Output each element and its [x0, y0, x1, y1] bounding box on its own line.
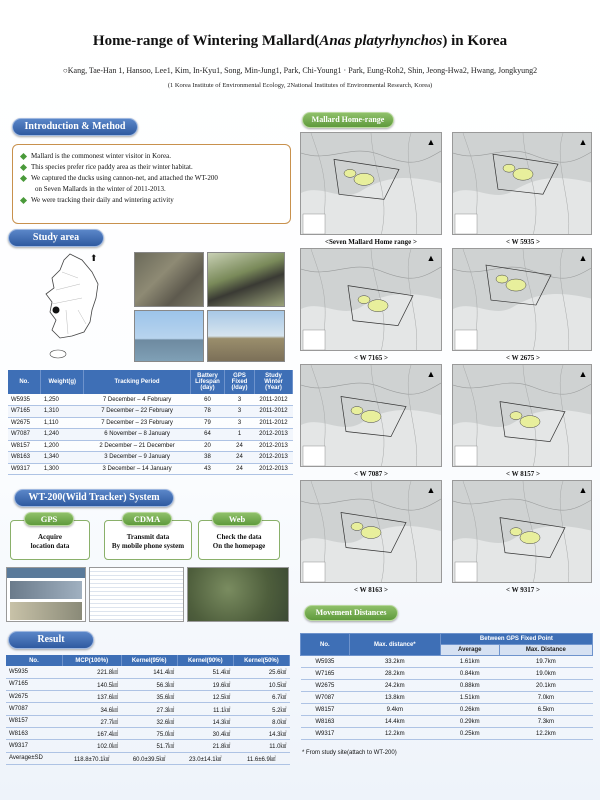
table-row — [8, 429, 293, 441]
table-cell: 3 December – 9 January — [84, 452, 191, 464]
intro-item: We captured the ducks using cannon-net, and attached the WT-200 — [21, 173, 282, 184]
table-cell: W2675 — [8, 417, 41, 429]
table-cell: 0.84km — [440, 668, 499, 680]
table-cell: 79 — [191, 417, 225, 429]
table-row — [6, 703, 290, 715]
study-site-marker — [53, 307, 60, 314]
home-range-map — [300, 132, 442, 235]
table-cell: 7 December – 4 February — [84, 394, 191, 406]
table-cell: 2011-2012 — [255, 406, 293, 418]
col-header: MCP(100%) — [62, 655, 121, 666]
data-table-screenshot — [89, 567, 184, 622]
table-cell: 35.6㎢ — [121, 691, 177, 703]
table-row — [301, 692, 593, 704]
web-label: Web — [212, 512, 262, 526]
table-cell: 20.1km — [499, 680, 592, 692]
map-caption: < W 8157 > — [506, 470, 540, 478]
web-box: Check the data On the homepage — [198, 520, 280, 560]
diamond-bullet-icon — [20, 175, 27, 182]
col-header: Max. Distance — [499, 645, 592, 656]
table-cell: 14.3㎢ — [177, 715, 233, 727]
col-header: Study Winter (Year) — [255, 370, 293, 394]
table-row — [6, 678, 290, 690]
map-caption: < W 9317 > — [506, 586, 540, 594]
table-cell: 1,240 — [41, 429, 84, 441]
table-cell: W7165 — [6, 678, 62, 690]
table-cell: 7.3km — [499, 716, 592, 728]
col-header: Max. distance* — [349, 634, 440, 656]
table-cell: 20 — [191, 440, 225, 452]
table-cell: 167.4㎢ — [62, 727, 121, 739]
map-caption: < W 7165 > — [354, 354, 388, 362]
table-row — [301, 680, 593, 692]
table-cell: 34.6㎢ — [62, 703, 121, 715]
table-cell: 0.25km — [440, 728, 499, 740]
movement-table — [300, 633, 593, 740]
table-cell: 28.2km — [349, 668, 440, 680]
table-cell: W8157 — [301, 704, 350, 716]
col-header: No. — [8, 370, 41, 394]
cdma-label: CDMA — [122, 512, 172, 526]
col-header: Weight(g) — [41, 370, 84, 394]
table-row — [6, 691, 290, 703]
home-range-map — [300, 364, 442, 467]
table-cell: W9317 — [301, 728, 350, 740]
table-row — [6, 727, 290, 739]
table-cell: W5935 — [301, 656, 350, 668]
table-cell: 11.0㎢ — [233, 740, 289, 752]
intro-method-heading: Introduction & Method — [12, 118, 138, 136]
table-cell: W5935 — [6, 666, 62, 678]
table-cell: 24 — [225, 463, 255, 475]
study-area-heading: Study area — [8, 229, 104, 247]
svg-text:▲: ▲ — [426, 253, 436, 263]
gps-box: Acquire location data — [10, 520, 90, 560]
table-cell: W7165 — [301, 668, 350, 680]
movement-heading: Movement Distances — [304, 605, 398, 621]
col-header: Tracking Period — [84, 370, 191, 394]
photo-field — [207, 310, 285, 362]
table-row — [301, 668, 593, 680]
table-cell: 11.1㎢ — [177, 703, 233, 715]
table-cell: 64 — [191, 429, 225, 441]
table-cell: W5935 — [8, 394, 41, 406]
table-cell: 23.0±14.1㎢ — [177, 752, 233, 764]
svg-text:▲: ▲ — [578, 369, 588, 379]
table-cell: 13.8km — [349, 692, 440, 704]
tracking-table — [8, 370, 293, 475]
home-range-map — [452, 248, 592, 351]
home-range-map — [452, 364, 592, 467]
table-cell: W9317 — [8, 463, 41, 475]
table-row — [301, 704, 593, 716]
table-row — [8, 440, 293, 452]
author-list: ○Kang, Tae-Han 1, Hansoo, Lee1, Kim, In-Kyu1, Song, Min-Jung1, Park, Chi-Young1 · Park, Eung-Roh2, Shin, Jeong-Hwa2, Hwang, Jongkyung2 — [62, 66, 538, 75]
result-heading: Result — [8, 631, 94, 649]
table-cell: W7087 — [301, 692, 350, 704]
intro-item: We were tracking their daily and wintering activity — [21, 195, 282, 206]
table-cell: 78 — [191, 406, 225, 418]
system-heading: WT-200(Wild Tracker) System — [14, 489, 174, 507]
table-cell: 27.7㎢ — [62, 715, 121, 727]
table-cell: 12.2km — [499, 728, 592, 740]
table-cell: 1.51km — [440, 692, 499, 704]
table-cell: 1,300 — [41, 463, 84, 475]
table-cell: W8163 — [6, 727, 62, 739]
table-cell: 2 December – 21 December — [84, 440, 191, 452]
col-header: GPS Fixed (/day) — [225, 370, 255, 394]
satellite-screenshot — [187, 567, 289, 622]
table-cell: 9.4km — [349, 704, 440, 716]
table-cell: 25.6㎢ — [233, 666, 289, 678]
svg-text:▲: ▲ — [578, 485, 588, 495]
table-cell: 102.0㎢ — [62, 740, 121, 752]
table-row — [6, 666, 290, 678]
home-range-map — [452, 480, 592, 583]
north-arrow-icon: ⬆ — [90, 253, 98, 263]
map-caption: < W 7087 > — [354, 470, 388, 478]
table-cell: 3 — [225, 394, 255, 406]
table-cell: 6.7㎢ — [233, 691, 289, 703]
table-cell: 1,340 — [41, 452, 84, 464]
table-cell: 141.4㎢ — [121, 666, 177, 678]
table-cell: 3 — [225, 406, 255, 418]
col-header-group: Between GPS Fixed Point — [440, 634, 592, 645]
col-header: No. — [301, 634, 350, 656]
table-cell: 3 December – 14 January — [84, 463, 191, 475]
table-row — [8, 406, 293, 418]
table-row — [6, 715, 290, 727]
table-cell: 2012-2013 — [255, 429, 293, 441]
table-cell: W2675 — [301, 680, 350, 692]
map-caption: < W 2675 > — [506, 354, 540, 362]
col-header: Kernel(95%) — [121, 655, 177, 666]
table-cell: 3 — [225, 417, 255, 429]
table-cell: 7.0km — [499, 692, 592, 704]
table-cell: 21.8㎢ — [177, 740, 233, 752]
home-range-map — [300, 480, 442, 583]
table-cell: 60 — [191, 394, 225, 406]
intro-item: This species prefer rice paddy area as their winter habitat. — [21, 162, 282, 173]
table-cell: 75.0㎢ — [121, 727, 177, 739]
table-row — [301, 656, 593, 668]
table-cell: W7165 — [8, 406, 41, 418]
home-range-heading: Mallard Home-range — [302, 112, 394, 128]
table-cell: 7 December – 22 February — [84, 406, 191, 418]
table-cell: 6.5km — [499, 704, 592, 716]
table-cell: 0.26km — [440, 704, 499, 716]
table-cell: 32.6㎢ — [121, 715, 177, 727]
table-cell: 10.5㎢ — [233, 678, 289, 690]
table-cell: 24 — [225, 440, 255, 452]
affiliation-line: (1 Korea Institute of Environmental Ecology, 2National Institutes of Environmental Research, Korea) — [167, 82, 433, 89]
col-header: Battery Lifespan (day) — [191, 370, 225, 394]
table-cell: 0.29km — [440, 716, 499, 728]
photo-lake — [134, 310, 204, 362]
intro-box — [12, 144, 291, 224]
cdma-box: Transmit data By mobile phone system — [104, 520, 192, 560]
table-cell: 51.4㎢ — [177, 666, 233, 678]
table-cell: 7 December – 23 February — [84, 417, 191, 429]
svg-text:▲: ▲ — [578, 137, 588, 147]
table-cell: 2012-2013 — [255, 440, 293, 452]
diamond-bullet-icon — [20, 164, 27, 171]
table-cell: 43 — [191, 463, 225, 475]
table-cell: W7087 — [6, 703, 62, 715]
table-cell: 30.4㎢ — [177, 727, 233, 739]
col-header: Average — [440, 645, 499, 656]
home-range-map — [452, 132, 592, 235]
table-cell: W2675 — [6, 691, 62, 703]
svg-text:▲: ▲ — [426, 485, 436, 495]
table-row — [8, 463, 293, 475]
map-caption: < W 8163 > — [354, 586, 388, 594]
table-cell: 1.61km — [440, 656, 499, 668]
table-cell: 2012-2013 — [255, 452, 293, 464]
table-cell: 12.2km — [349, 728, 440, 740]
table-cell: 1,250 — [41, 394, 84, 406]
table-cell: 2011-2012 — [255, 394, 293, 406]
map-caption: < W 5935 > — [506, 238, 540, 246]
homepage-screenshot — [6, 567, 86, 622]
gps-label: GPS — [24, 512, 74, 526]
table-cell: 1,200 — [41, 440, 84, 452]
table-cell: 60.0±39.5㎢ — [121, 752, 177, 764]
diamond-bullet-icon — [20, 153, 27, 160]
table-cell: 51.7㎢ — [121, 740, 177, 752]
table-cell: Average±SD — [6, 752, 62, 764]
korea-map — [22, 250, 122, 360]
svg-text:▲: ▲ — [426, 137, 436, 147]
photo-capture — [134, 252, 204, 307]
intro-item: Mallard is the commonest winter visitor in Korea. — [21, 151, 282, 162]
table-cell: 8.0㎢ — [233, 715, 289, 727]
table-cell: W9317 — [6, 740, 62, 752]
table-cell: 14.4km — [349, 716, 440, 728]
diamond-bullet-icon — [20, 197, 27, 204]
poster-title: Home-range of Wintering Mallard(Anas platyrhynchos) in Korea — [92, 33, 508, 49]
table-cell: 118.8±70.1㎢ — [62, 752, 121, 764]
table-cell: 11.6±6.9㎢ — [233, 752, 289, 764]
map-caption: <Seven Mallard Home range > — [325, 238, 417, 246]
col-header: Kernel(50%) — [233, 655, 289, 666]
table-row — [8, 394, 293, 406]
table-row — [8, 417, 293, 429]
table-cell: W8163 — [8, 452, 41, 464]
table-cell: 27.3㎢ — [121, 703, 177, 715]
col-header: Kernel(90%) — [177, 655, 233, 666]
table-cell: 0.88km — [440, 680, 499, 692]
table-row — [301, 728, 593, 740]
table-cell: 1,310 — [41, 406, 84, 418]
table-cell: 33.2km — [349, 656, 440, 668]
table-cell: 24.2km — [349, 680, 440, 692]
table-cell: W8157 — [6, 715, 62, 727]
table-row — [301, 716, 593, 728]
table-row — [6, 752, 290, 764]
svg-text:▲: ▲ — [426, 369, 436, 379]
table-cell: W7087 — [8, 429, 41, 441]
table-cell: 1 — [225, 429, 255, 441]
table-cell: 1,110 — [41, 417, 84, 429]
photo-attach — [207, 252, 285, 307]
table-row — [8, 452, 293, 464]
table-cell: 221.8㎢ — [62, 666, 121, 678]
result-table — [6, 655, 290, 765]
table-cell: 38 — [191, 452, 225, 464]
table-cell: 19.7km — [499, 656, 592, 668]
intro-item-continuation: on Seven Mallards in the winter of 2011-2013. — [35, 185, 166, 193]
table-cell: W8157 — [8, 440, 41, 452]
table-row — [6, 740, 290, 752]
table-cell: 12.5㎢ — [177, 691, 233, 703]
table-cell: W8163 — [301, 716, 350, 728]
table-cell: 140.5㎢ — [62, 678, 121, 690]
table-cell: 2012-2013 — [255, 463, 293, 475]
col-header: No. — [6, 655, 62, 666]
table-cell: 14.3㎢ — [233, 727, 289, 739]
table-cell: 6 November – 8 January — [84, 429, 191, 441]
movement-footnote: * From study site(attach to WT-200) — [302, 750, 397, 756]
table-cell: 19.0km — [499, 668, 592, 680]
table-cell: 137.6㎢ — [62, 691, 121, 703]
table-cell: 56.3㎢ — [121, 678, 177, 690]
home-range-map — [300, 248, 442, 351]
table-cell: 2011-2012 — [255, 417, 293, 429]
svg-text:▲: ▲ — [578, 253, 588, 263]
table-cell: 19.6㎢ — [177, 678, 233, 690]
table-cell: 5.2㎢ — [233, 703, 289, 715]
table-cell: 24 — [225, 452, 255, 464]
